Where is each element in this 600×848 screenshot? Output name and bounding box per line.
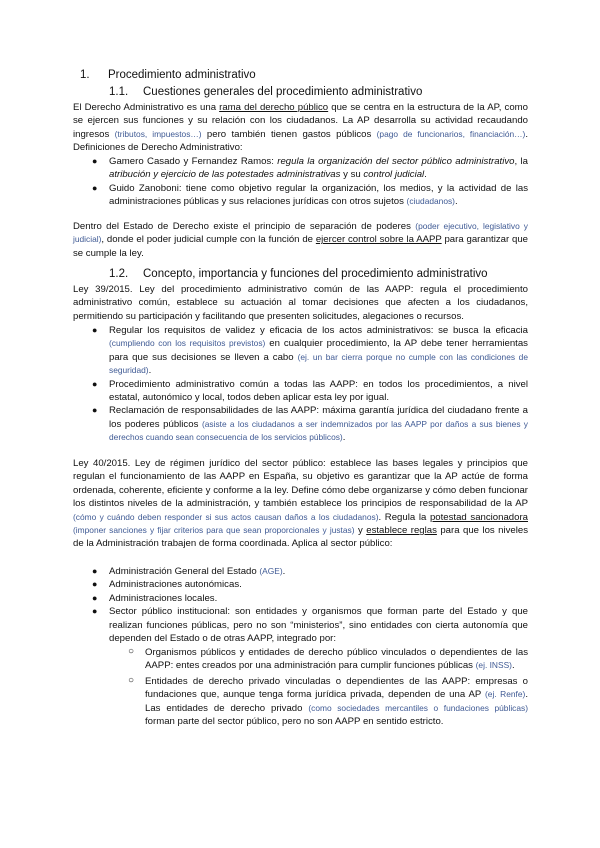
list-item bbox=[128, 646, 528, 673]
paragraph-derecho-administrativo bbox=[73, 101, 528, 155]
list-item bbox=[92, 378, 528, 405]
list-item bbox=[92, 605, 528, 645]
text: . Definiciones de Derecho Administrativo: bbox=[73, 128, 528, 154]
text: para garantizar que se cumple la ley. bbox=[73, 234, 528, 259]
definitions-list bbox=[92, 155, 528, 209]
bullet-icon: ● bbox=[92, 606, 98, 617]
text: . Regula la bbox=[378, 511, 430, 523]
section-number: 1.2. bbox=[109, 268, 129, 280]
text: . bbox=[511, 660, 515, 672]
text: Gamero Casado y Fernandez Ramos: bbox=[109, 156, 278, 167]
text: Organismos públicos y entidades de derecho público vinculados o dependientes de las AAPP: entes creados por una administración para cumplir funciones públicas bbox=[145, 647, 528, 672]
paragraph-ley-39-2015: Ley 39/2015. Ley del procedimiento administrativo común de las AAPP: regula el procedimiento administrativo común, establece su actuación al tomar decisiones que afecten a los ciudadanos, permitiendo su participación y facilitando que presenten solicitudes, alegaciones o recursos. bbox=[73, 284, 528, 322]
bullet-icon: ● bbox=[92, 378, 98, 389]
text: . bbox=[282, 566, 286, 577]
list-item bbox=[92, 324, 528, 378]
text: forman parte del sector público, pero no son AAPP en sentido estricto. bbox=[145, 716, 444, 728]
text: . bbox=[424, 169, 427, 181]
text: , la bbox=[514, 156, 528, 167]
text: . bbox=[342, 432, 346, 444]
text: . bbox=[454, 196, 458, 208]
note: (cómo y cuándo deben responder si sus actos causan daños a los ciudadanos) bbox=[73, 511, 379, 522]
bullet-icon: ● bbox=[92, 566, 98, 576]
note: (ej. Renfe) bbox=[485, 689, 526, 700]
hollow-bullet-icon: ○ bbox=[128, 646, 135, 657]
text: y su bbox=[340, 169, 364, 181]
italic-text: regula la organización del sector público administrativo bbox=[277, 156, 515, 167]
text: , donde el poder judicial cumple con la función de bbox=[101, 234, 316, 246]
paragraph-ley-40-2015 bbox=[73, 457, 528, 551]
text: . Las entidades de derecho privado bbox=[145, 689, 528, 714]
note: (imponer sanciones y fijar criterios para que sean proporcionales y justas) bbox=[73, 525, 355, 536]
hollow-bullet-icon: ○ bbox=[128, 674, 135, 686]
text: Guido Zanoboni: tiene como objetivo regular la organización, los medios, y la actividad de las administraciones públicas y sus relaciones jurídicas con otros sujetos bbox=[109, 182, 528, 208]
text: Ley 40/2015. Ley de régimen jurídico del sector público: establece las bases legales y principios que regulan el funcionamiento de las AAPP en España, su objetivo es garantizar que la AP actúe de forma ordenada, coherente, eficiente y conforme a la ley. Define cómo debe organizarse y cómo deben funcionar los distintos niveles de la administración, y también establece los principios de responsabilidad de la AP bbox=[73, 458, 528, 510]
text: y bbox=[354, 525, 367, 537]
text: Dentro del Estado de Derecho existe el principio de separación de poderes bbox=[73, 221, 416, 232]
note: (ciudadanos) bbox=[406, 196, 455, 207]
text: . bbox=[148, 365, 152, 377]
list-item bbox=[92, 155, 528, 182]
bullet-icon: ● bbox=[92, 182, 98, 193]
note: (tributos, impuestos…) bbox=[114, 128, 202, 139]
list-item bbox=[92, 592, 528, 605]
underlined-text: ejercer control sobre la AAPP bbox=[315, 234, 442, 246]
note: (ej. un bar cierra porque no cumple con las condiciones de seguridad) bbox=[109, 351, 528, 376]
bullet-icon: ● bbox=[92, 156, 98, 166]
text: que se centra en la estructura de la AP, como se ejercen sus funciones y su relación con los ciudadanos. La AP desarrolla su actividad recaudando ingresos bbox=[73, 102, 528, 140]
text: Administración General del Estado bbox=[109, 566, 260, 577]
text: pero también tienen gastos públicos bbox=[201, 128, 377, 140]
bullet-icon: ● bbox=[92, 592, 98, 603]
note: (AGE) bbox=[259, 566, 283, 576]
italic-text: control judicial bbox=[363, 169, 425, 181]
underlined-text: potestad sancionadora bbox=[429, 511, 529, 523]
underlined-text: rama del derecho público bbox=[219, 102, 329, 113]
note: (poder ejecutivo, legislativo y judicial) bbox=[73, 221, 528, 245]
text: en cualquier procedimiento, la AP debe tener herramientas para que sus decisiones se lleven a cabo bbox=[109, 338, 528, 363]
text: Administraciones autonómicas. bbox=[109, 579, 242, 591]
italic-text: atribución y ejercicio de las potestades administrativas bbox=[109, 169, 341, 181]
list-item bbox=[92, 182, 528, 209]
section-title: Concepto, importancia y funciones del procedimiento administrativo bbox=[143, 268, 488, 280]
sector-publico-institucional-sublist bbox=[128, 646, 528, 728]
note: (pago de funcionarios, financiación…) bbox=[376, 128, 526, 139]
note: (como sociedades mercantiles o fundaciones públicas) bbox=[308, 702, 528, 713]
note: (ej. INSS) bbox=[475, 660, 512, 671]
bullet-icon: ● bbox=[92, 405, 98, 416]
bullet-icon: ● bbox=[92, 579, 98, 590]
list-item bbox=[128, 674, 528, 729]
heading-procedimiento-administrativo bbox=[80, 69, 256, 81]
note: (cumpliendo con los requisitos previstos) bbox=[109, 338, 266, 349]
text: Sector público institucional: son entidades y organismos que forman parte del Estado y que realizan funciones públicas, pero no son “ministerios”, sino entidades con cierta autonomía que dependen del Estado o de otras AAPP, integrado por: bbox=[109, 606, 528, 645]
text: Administraciones locales. bbox=[109, 592, 218, 604]
text: El Derecho Administrativo es una bbox=[73, 102, 220, 113]
bullet-icon: ● bbox=[92, 325, 98, 335]
text: Entidades de derecho privado vinculadas o dependientes de las AAPP: empresas o fundaciones que, aunque tenga forma jurídica privada, dependen de una AP bbox=[145, 675, 528, 701]
section-title: Cuestiones generales del procedimiento administrativo bbox=[143, 86, 423, 98]
heading-section-1-2 bbox=[109, 268, 488, 280]
text: Regular los requisitos de validez y eficacia de los actos administrativos: se busca la eficacia bbox=[109, 325, 528, 336]
list-item bbox=[92, 565, 528, 578]
section-number: 1.1. bbox=[109, 86, 129, 98]
heading-title: Procedimiento administrativo bbox=[108, 69, 256, 81]
underlined-text: establece reglas bbox=[366, 525, 437, 537]
text: Reclamación de responsabilidades de las AAPP: máxima garantía jurídica del ciudadano frente a los poderes públicos bbox=[109, 405, 528, 430]
list-item bbox=[92, 578, 528, 591]
ley-39-functions-list bbox=[92, 324, 528, 445]
list-item bbox=[92, 404, 528, 444]
text: para que los niveles de la Administración trabajen de forma coordinada. Aplica al sector público: bbox=[73, 525, 529, 550]
text: Procedimiento administrativo común a todas las AAPP: en todos los procedimientos, a nivel estatal, autonómico y local, todos deben aplicar esta ley por igual. bbox=[109, 378, 528, 404]
heading-number: 1. bbox=[80, 69, 90, 81]
note: (asiste a los ciudadanos a ser indemnizados por las AAPP por daños a sus bienes y derechos cuando sean consecuencia de los servicios públicos) bbox=[109, 418, 528, 443]
sector-publico-list bbox=[92, 565, 528, 645]
heading-section-1-1 bbox=[109, 86, 422, 98]
paragraph-separacion-poderes bbox=[73, 220, 528, 260]
